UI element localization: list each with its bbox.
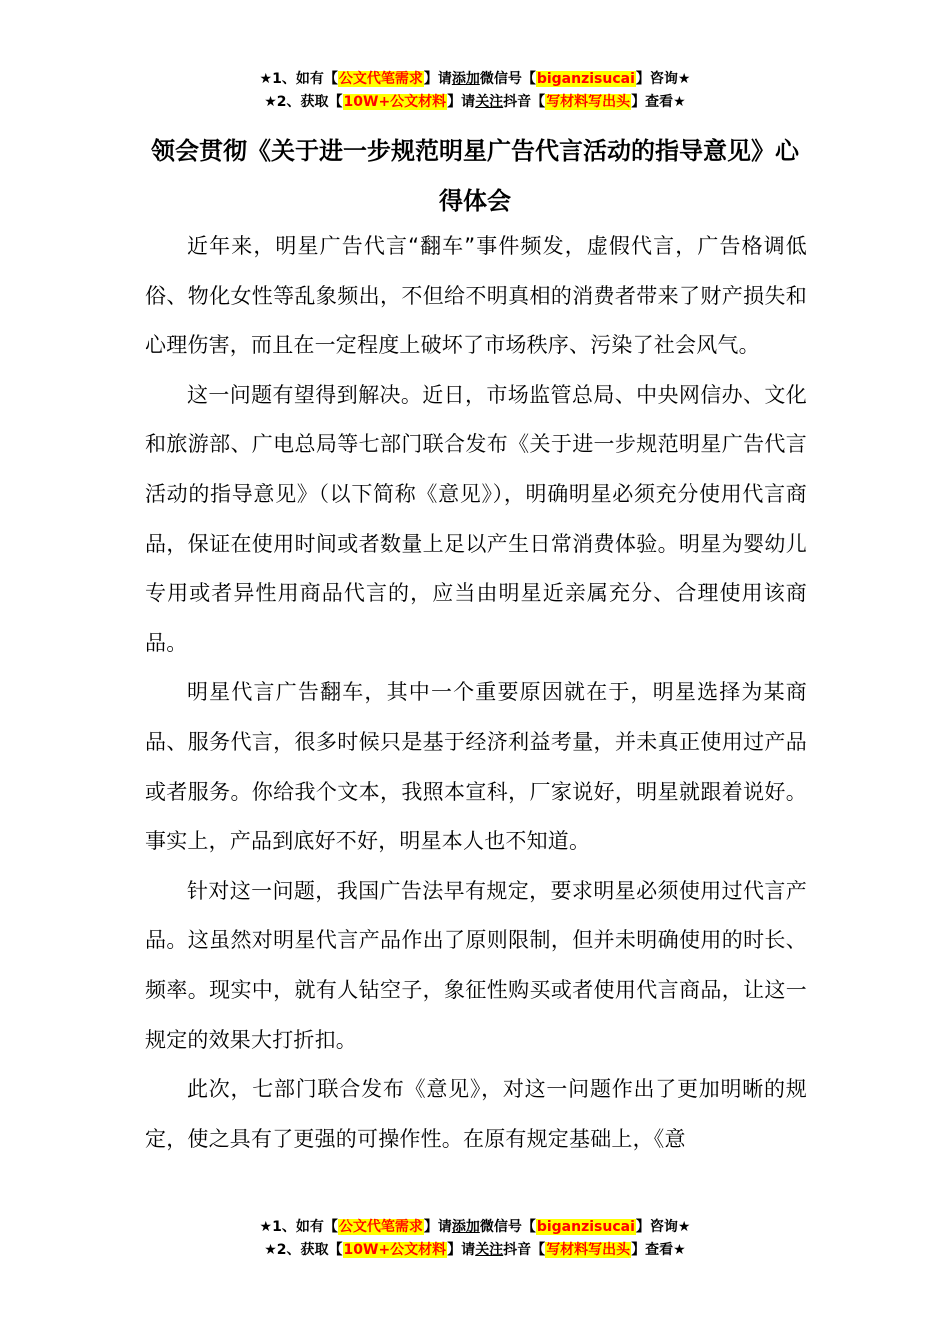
banner-underlined-text: 关注: [475, 1242, 504, 1258]
banner-text: 】请: [423, 1219, 452, 1235]
banner-highlight: 10W+公文材料: [343, 1242, 447, 1258]
banner-underlined-text: 关注: [475, 94, 504, 110]
banner-text: 】查看★: [631, 94, 686, 110]
banner-text: ★1、如有【: [259, 71, 338, 87]
bottom-banner: [0, 1216, 950, 1262]
banner-underlined-text: 添加: [451, 1219, 480, 1235]
paragraph: 近年来，明星广告代言“翻车”事件频发，虚假代言，广告格调低俗、物化女性等乱象频出，不但给不明真相的消费者带来了财产损失和心理伤害，而且在一定程度上破坏了市场秩序、污染了社会风气。: [145, 234, 807, 358]
banner-text: ★2、获取【: [264, 94, 343, 110]
banner-text: ★2、获取【: [264, 1242, 343, 1258]
banner-text: 微信号【: [479, 1219, 536, 1235]
banner-line-2: [0, 1239, 950, 1262]
paragraph: 此次，七部门联合发布《意见》，对这一问题作出了更加明晰的规定，使之具有了更强的可操作性。在原有规定基础上，《意: [145, 1077, 807, 1151]
banner-text: 微信号【: [479, 71, 536, 87]
banner-line-2: [0, 91, 950, 114]
banner-highlight-douyin-id: 写材料写出头: [546, 1242, 631, 1258]
banner-text: 抖音【: [503, 94, 546, 110]
paragraph: 明星代言广告翻车，其中一个重要原因就在于，明星选择为某商品、服务代言，很多时候只是基于经济利益考量，并未真正使用过产品或者服务。你给我个文本，我照本宣科，厂家说好，明星就跟着说好。事实上，产品到底好不好，明星本人也不知道。: [145, 680, 807, 854]
banner-text: 】请: [447, 1242, 476, 1258]
banner-text: 】请: [423, 71, 452, 87]
banner-text: 】查看★: [631, 1242, 686, 1258]
banner-text: ★1、如有【: [259, 1219, 338, 1235]
banner-text: 】咨询★: [635, 1219, 691, 1235]
banner-text: 抖音【: [503, 1242, 546, 1258]
banner-line-1: [0, 68, 950, 91]
banner-highlight-douyin-id: 写材料写出头: [546, 94, 631, 110]
paragraph: 这一问题有望得到解决。近日，市场监管总局、中央网信办、文化和旅游部、广电总局等七部门联合发布《关于进一步规范明星广告代言活动的指导意见》（以下简称《意见》），明确明星必须充分使用代言商品，保证在使用时间或者数量上足以产生日常消费体验。明星为婴幼儿专用或者异性用商品代言的，应当由明星近亲属充分、合理使用该商品。: [145, 382, 807, 655]
banner-text: 】请: [447, 94, 476, 110]
document-title: 领会贯彻《关于进一步规范明星广告代言活动的指导意见》心得体会: [151, 137, 799, 215]
banner-line-1: [0, 1216, 950, 1239]
banner-highlight-wechat-id: biganzisucai: [536, 71, 635, 87]
banner-underlined-text: 添加: [451, 71, 480, 87]
banner-text: 】咨询★: [635, 71, 691, 87]
banner-highlight: 公文代笔需求: [338, 1219, 423, 1235]
banner-highlight: 10W+公文材料: [343, 94, 447, 110]
banner-highlight: 公文代笔需求: [338, 71, 423, 87]
banner-highlight-wechat-id: biganzisucai: [536, 1219, 635, 1235]
document-body: [145, 222, 807, 1164]
top-banner: [0, 68, 950, 114]
paragraph: 针对这一问题，我国广告法早有规定，要求明星必须使用过代言产品。这虽然对明星代言产品作出了原则限制，但并未明确使用的时长、频率。现实中，就有人钻空子，象征性购买或者使用代言商品，让这一规定的效果大打折扣。: [145, 878, 807, 1052]
